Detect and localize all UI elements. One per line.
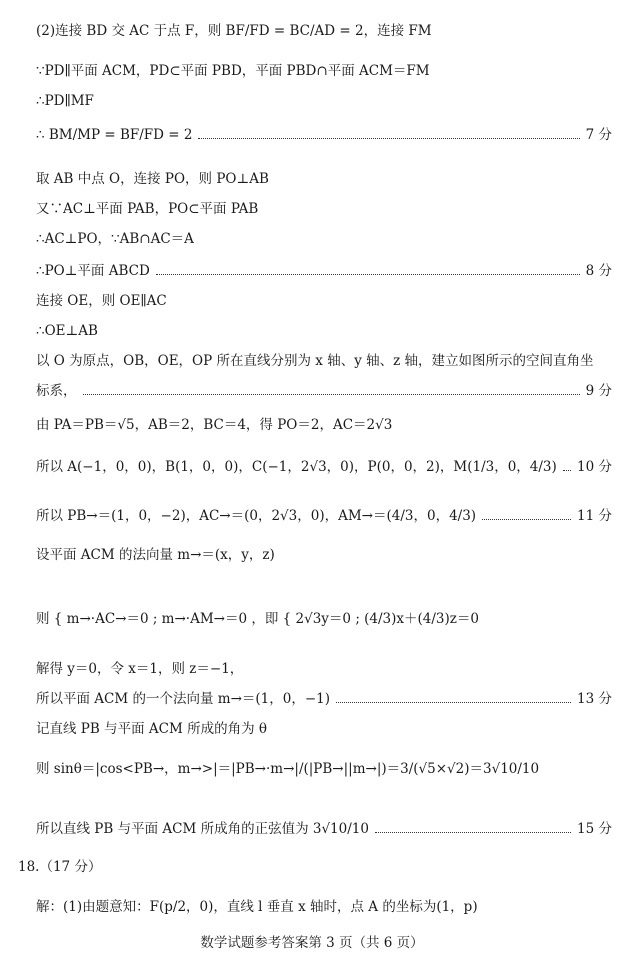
dot-leader (375, 832, 571, 833)
line-text: 设平面 ACM 的法向量 m→＝(x，y，z) (36, 547, 275, 563)
line-text: 解：(1)由题意知：F(p/2，0)，直线 l 垂直 x 轴时，点 A 的坐标为(1，p) (36, 899, 478, 915)
line-text: 所以平面 ACM 的一个法向量 m→＝(1，0，−1) (36, 691, 331, 707)
answer-line (36, 690, 612, 708)
score-label: 10 分 (577, 459, 612, 475)
page-footer: 数学试题参考答案第 3 页（共 6 页） (200, 935, 424, 951)
answer-line (36, 546, 612, 564)
answer-line (36, 22, 612, 40)
answer-line (36, 660, 612, 678)
line-text: 所以直线 PB 与平面 ACM 所成角的正弦值为 3√10/10 (36, 821, 369, 837)
line-text: 解得 y＝0，令 x＝1，则 z＝−1， (36, 661, 244, 677)
answer-line (36, 322, 612, 340)
dot-leader (563, 470, 571, 471)
answer-line (36, 898, 612, 916)
answer-line (36, 352, 612, 370)
line-text: 18.（17 分） (18, 859, 102, 875)
answer-line (36, 200, 612, 218)
answer-line (36, 262, 612, 280)
score-label: 9 分 (585, 383, 612, 399)
dot-leader (83, 394, 580, 395)
line-text: ∴PD∥MF (36, 93, 94, 109)
answer-line (36, 92, 612, 110)
line-text: 则 { m→·AC→＝0 ; m→·AM→＝0 ，即 { 2√3y＝0 ; (4/3)x＋(4/3)z＝0 (36, 611, 479, 627)
score-label: 11 分 (577, 508, 612, 524)
line-text: 则 sinθ＝|cos<PB→，m→>|＝|PB→·m→|/(|PB→||m→|)＝3/(√5×√2)＝3√10/10 (36, 761, 540, 777)
dot-leader (336, 702, 571, 703)
line-text: ∴PO⊥平面 ABCD (36, 263, 150, 279)
answer-line (36, 610, 612, 628)
line-text: ∵PD∥平面 ACM，PD⊂平面 PBD，平面 PBD∩平面 ACM＝FM (36, 63, 430, 79)
score-label: 8 分 (585, 263, 612, 279)
answer-line (36, 230, 612, 248)
score-label: 15 分 (577, 821, 612, 837)
dot-leader (482, 519, 571, 520)
answer-line (18, 858, 612, 876)
line-text: 记直线 PB 与平面 ACM 所成的角为 θ (36, 721, 267, 737)
answer-line (36, 820, 612, 838)
line-text: ∴OE⊥AB (36, 323, 98, 339)
answer-line (36, 416, 612, 434)
line-text: 连接 OE，则 OE∥AC (36, 293, 167, 309)
answer-line (36, 720, 612, 738)
score-label: 13 分 (577, 691, 612, 707)
line-text: ∴ BM/MP = BF/FD = 2 (36, 127, 193, 143)
answer-line (36, 382, 612, 400)
line-text: 由 PA＝PB＝√5，AB＝2，BC＝4，得 PO＝2，AC＝2√3 (36, 417, 393, 433)
line-text: 以 O 为原点，OB，OE，OP 所在直线分别为 x 轴、y 轴、z 轴，建立如图所示的空间直角坐 (36, 353, 594, 369)
line-text: 取 AB 中点 O，连接 PO，则 PO⊥AB (36, 171, 269, 187)
answer-line (36, 458, 612, 476)
answer-line (36, 62, 612, 80)
answer-line (36, 507, 612, 525)
line-text: 又∵AC⊥平面 PAB，PO⊂平面 PAB (36, 201, 259, 217)
line-text: 所以 PB→＝(1，0，−2)，AC→＝(0，2√3，0)，AM→＝(4/3，0，4/3) (36, 508, 477, 524)
answer-line (36, 292, 612, 310)
answer-line (36, 170, 612, 188)
answer-line (36, 126, 612, 144)
line-text: 标系， (36, 383, 77, 399)
line-text: (2)连接 BD 交 AC 于点 F，则 BF/FD = BC/AD = 2，连接 FM (36, 23, 432, 39)
dot-leader (198, 138, 579, 139)
answer-line (36, 760, 612, 778)
score-label: 7 分 (585, 127, 612, 143)
line-text: ∴AC⊥PO，∵AB∩AC＝A (36, 231, 194, 247)
dot-leader (156, 274, 580, 275)
line-text: 所以 A(−1，0，0)，B(1，0，0)，C(−1，2√3，0)，P(0，0，2)，M(1/3，0，4/3) (36, 459, 557, 475)
